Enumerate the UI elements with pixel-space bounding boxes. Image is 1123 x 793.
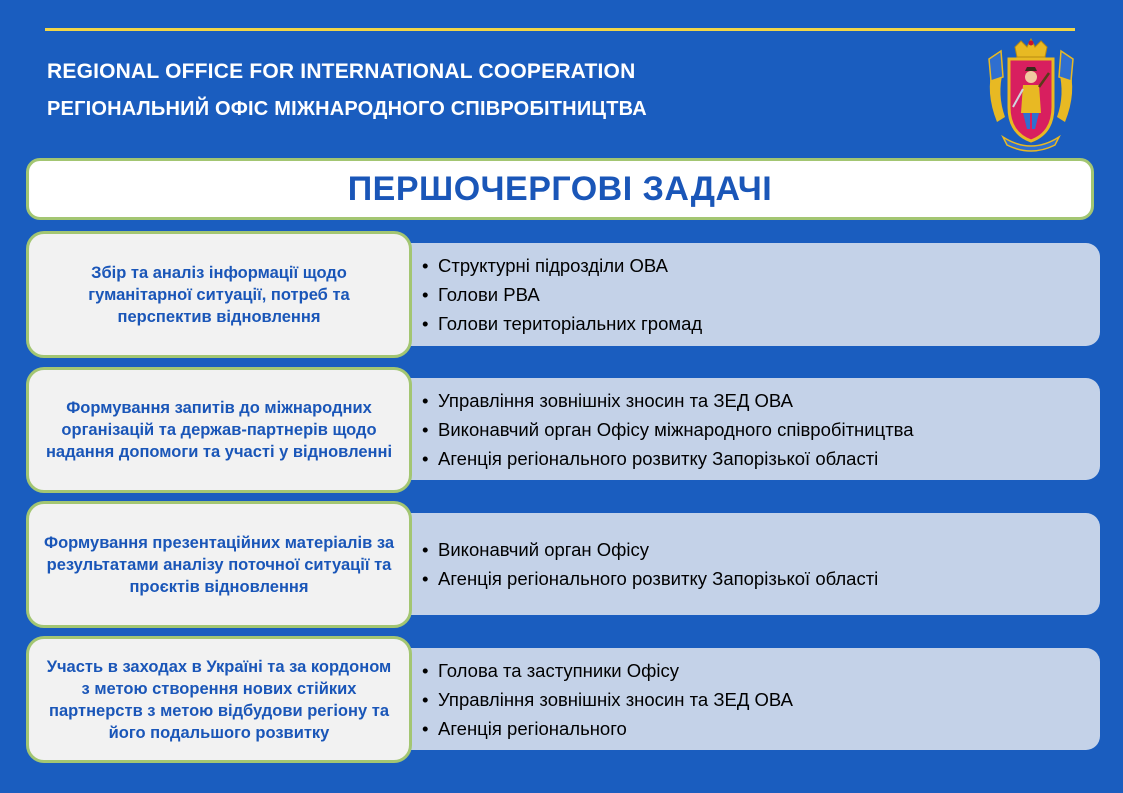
header-title-ua: РЕГІОНАЛЬНИЙ ОФІС МІЖНАРОДНОГО СПІВРОБІТНИЦТВА: [47, 98, 647, 120]
list-item: • Голова та заступники Офісу: [422, 659, 680, 681]
task-title-box: [26, 231, 412, 358]
list-item: • Агенція регіонального: [422, 717, 627, 739]
task-responsibles: [390, 513, 1100, 615]
task-title: Участь в заходах в Україні та за кордоном з метою створення нових стійких партнерств з метою відбудови регіону та його подальшого розвитку: [46, 657, 392, 742]
task-title-box: [26, 367, 412, 493]
task-title-box: [26, 636, 412, 763]
list-item: • Агенція регіонального розвитку Запорізької області: [422, 568, 879, 589]
responsibles-list: [422, 656, 1100, 743]
list-item: • Голови РВА: [422, 284, 540, 305]
banner-title: ПЕРШОЧЕРГОВІ ЗАДАЧІ: [347, 169, 773, 208]
coat-of-arms-icon: [983, 37, 1079, 153]
task-responsibles: [390, 243, 1100, 346]
list-item: • Агенція регіонального розвитку Запорізької області: [422, 447, 879, 469]
task-responsibles: [390, 378, 1100, 480]
priority-tasks-banner: [26, 158, 1094, 220]
top-rule: [45, 28, 1075, 31]
task-responsibles: [390, 648, 1100, 750]
list-item: • Управління зовнішніх зносин та ЗЕД ОВА: [422, 688, 793, 710]
list-item: • Структурні підрозділи ОВА: [422, 255, 668, 276]
list-item: • Виконавчий орган Офісу міжнародного співробітництва: [422, 418, 914, 440]
responsibles-list: [422, 386, 1100, 473]
responsibles-list: [422, 535, 1100, 593]
list-item: • Виконавчий орган Офісу: [422, 539, 649, 560]
header-title-en: REGIONAL OFFICE FOR INTERNATIONAL COOPERATION: [47, 60, 636, 83]
list-item: • Голови територіальних громад: [422, 313, 703, 334]
task-title: Збір та аналіз інформації щодо гуманітарної ситуації, потреб та перспектив відновлення: [88, 263, 350, 326]
task-title: Формування презентаційних матеріалів за результатами аналізу поточної ситуації та проєктів відновлення: [44, 533, 394, 596]
task-title: Формування запитів до міжнародних організацій та держав-партнерів щодо надання допомоги та участі у відновленні: [45, 399, 393, 461]
task-title-box: [26, 501, 412, 628]
list-item: • Управління зовнішніх зносин та ЗЕД ОВА: [422, 389, 793, 411]
responsibles-list: [422, 251, 1100, 338]
